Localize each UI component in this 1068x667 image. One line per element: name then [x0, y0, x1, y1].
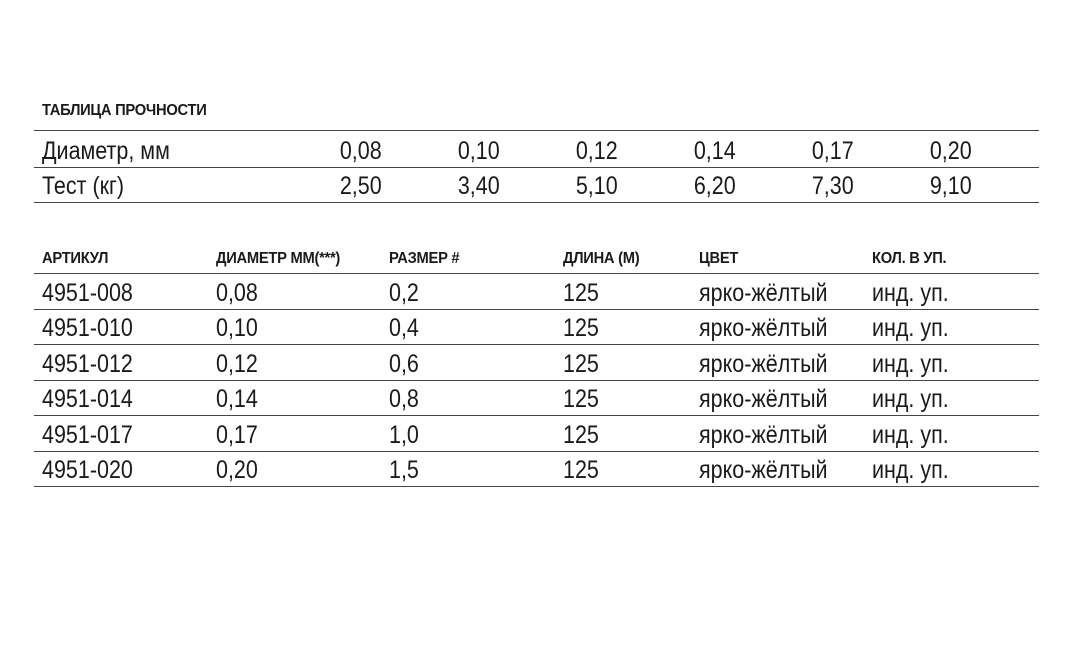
column-header-article: АРТИКУЛ — [42, 250, 109, 267]
strength-value: 0,20 — [930, 137, 972, 165]
cell-color: ярко-жёлтый — [699, 421, 828, 449]
cell-diameter: 0,10 — [216, 314, 258, 342]
cell-quantity: инд. уп. — [872, 385, 949, 413]
cell-color: ярко-жёлтый — [699, 456, 828, 484]
strength-row-label: Тест (кг) — [42, 172, 125, 200]
divider — [34, 309, 1039, 310]
cell-quantity: инд. уп. — [872, 421, 949, 449]
strength-table-title: ТАБЛИЦА ПРОЧНОСТИ — [42, 102, 207, 119]
strength-value: 7,30 — [812, 172, 854, 200]
strength-row-label: Диаметр, мм — [42, 137, 170, 165]
cell-article: 4951-014 — [42, 385, 133, 413]
strength-value: 0,17 — [812, 137, 854, 165]
strength-value: 0,14 — [694, 137, 736, 165]
cell-size: 0,2 — [389, 279, 419, 307]
cell-quantity: инд. уп. — [872, 279, 949, 307]
cell-diameter: 0,17 — [216, 421, 258, 449]
cell-article: 4951-008 — [42, 279, 133, 307]
cell-size: 1,5 — [389, 456, 419, 484]
cell-article: 4951-017 — [42, 421, 133, 449]
divider — [34, 486, 1039, 487]
cell-color: ярко-жёлтый — [699, 314, 828, 342]
divider — [34, 415, 1039, 416]
column-header-length: ДЛИНА (М) — [563, 250, 640, 267]
cell-diameter: 0,12 — [216, 350, 258, 378]
divider — [34, 167, 1039, 168]
cell-length: 125 — [563, 385, 599, 413]
cell-length: 125 — [563, 456, 599, 484]
cell-length: 125 — [563, 421, 599, 449]
column-header-color: ЦВЕТ — [699, 250, 739, 267]
column-header-size: РАЗМЕР # — [389, 250, 460, 267]
cell-color: ярко-жёлтый — [699, 385, 828, 413]
cell-quantity: инд. уп. — [872, 314, 949, 342]
cell-size: 0,8 — [389, 385, 419, 413]
cell-article: 4951-020 — [42, 456, 133, 484]
cell-article: 4951-010 — [42, 314, 133, 342]
cell-diameter: 0,20 — [216, 456, 258, 484]
cell-diameter: 0,08 — [216, 279, 258, 307]
strength-value: 5,10 — [576, 172, 618, 200]
strength-value: 2,50 — [340, 172, 382, 200]
strength-value: 0,12 — [576, 137, 618, 165]
divider — [34, 344, 1039, 345]
cell-quantity: инд. уп. — [872, 456, 949, 484]
cell-length: 125 — [563, 350, 599, 378]
strength-value: 3,40 — [458, 172, 500, 200]
column-header-quantity: КОЛ. В УП. — [872, 250, 947, 267]
strength-value: 0,08 — [340, 137, 382, 165]
divider — [34, 202, 1039, 203]
column-header-diameter: ДИАМЕТР ММ(***) — [216, 250, 341, 267]
strength-value: 9,10 — [930, 172, 972, 200]
cell-size: 1,0 — [389, 421, 419, 449]
cell-color: ярко-жёлтый — [699, 350, 828, 378]
cell-length: 125 — [563, 279, 599, 307]
divider — [34, 380, 1039, 381]
cell-color: ярко-жёлтый — [699, 279, 828, 307]
cell-diameter: 0,14 — [216, 385, 258, 413]
cell-length: 125 — [563, 314, 599, 342]
cell-size: 0,4 — [389, 314, 419, 342]
cell-size: 0,6 — [389, 350, 419, 378]
strength-value: 6,20 — [694, 172, 736, 200]
divider — [34, 273, 1039, 274]
strength-value: 0,10 — [458, 137, 500, 165]
cell-quantity: инд. уп. — [872, 350, 949, 378]
cell-article: 4951-012 — [42, 350, 133, 378]
divider — [34, 451, 1039, 452]
divider — [34, 130, 1039, 131]
